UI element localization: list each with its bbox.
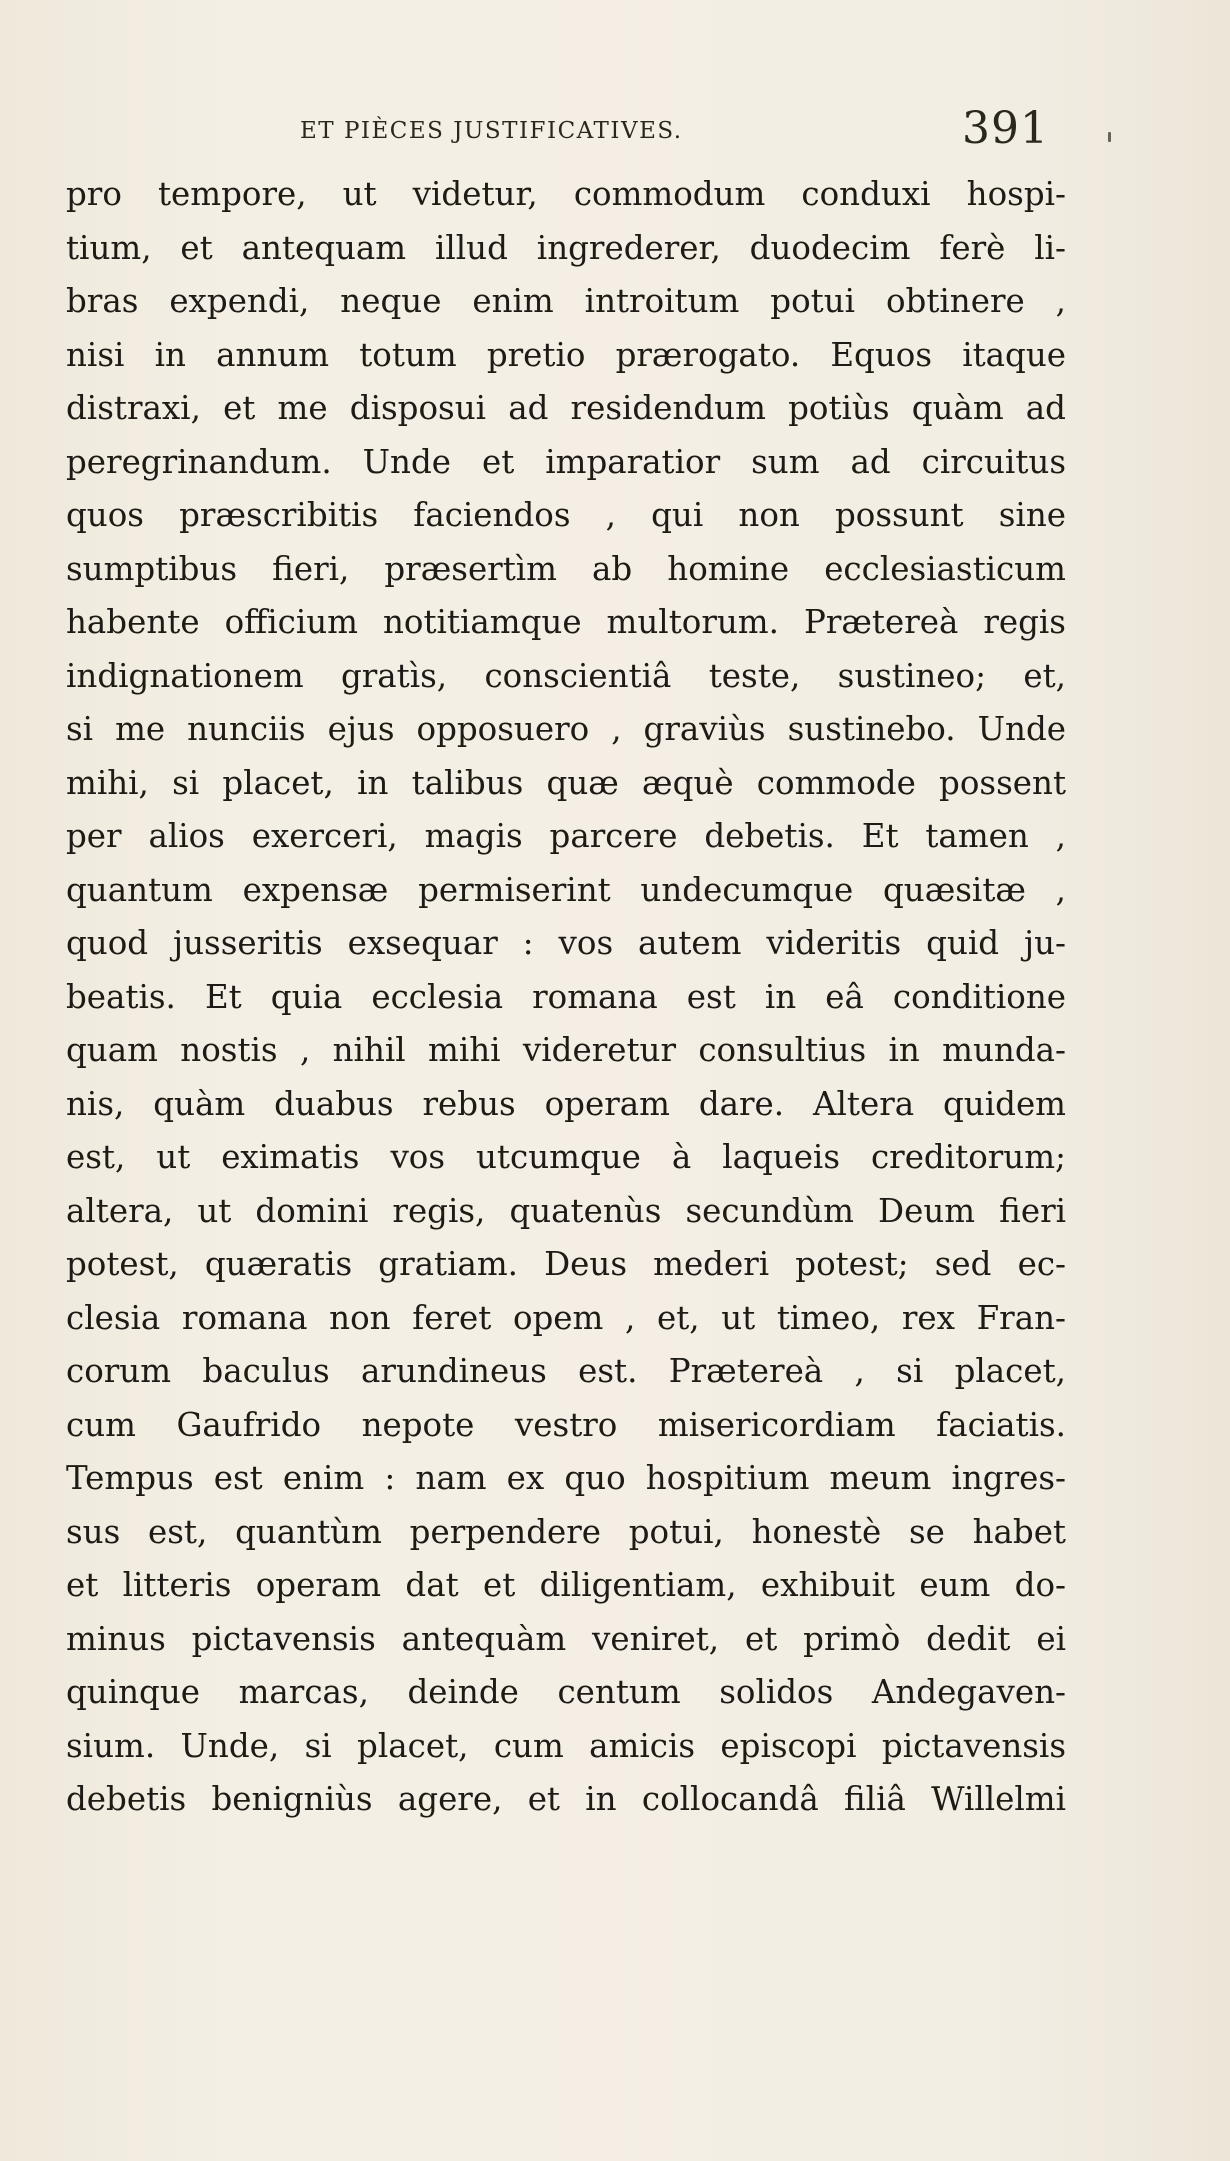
text-line: tium, et antequam illud ingrederer, duodecim ferè li- bbox=[66, 228, 1066, 267]
text-line: debetis benigniùs agere, et in collocandâ filiâ Willelmi bbox=[66, 1780, 1066, 1818]
text-line: pro tempore, ut videtur, commodum conduxi hospi- bbox=[66, 175, 1066, 213]
text-line: per alios exerceri, magis parcere debetis. Et tamen , bbox=[66, 817, 1066, 855]
text-line: quod jusseritis exsequar : vos autem videritis quid ju- bbox=[66, 924, 1066, 962]
text-line: sumptibus fieri, præsertìm ab homine ecclesiasticum bbox=[66, 549, 1066, 588]
text-line: si me nunciis ejus opposuero , graviùs sustinebo. Unde bbox=[66, 710, 1066, 748]
text-line: beatis. Et quia ecclesia romana est in eâ conditione bbox=[66, 977, 1066, 1016]
text-line: distraxi, et me disposui ad residendum potiùs quàm ad bbox=[66, 389, 1066, 427]
text-line: cum Gaufrido nepote vestro misericordiam faciatis. bbox=[66, 1405, 1066, 1444]
text-line: quantum expensæ permiserint undecumque quæsitæ , bbox=[66, 870, 1066, 909]
text-line: Tempus est enim : nam ex quo hospitium meum ingres- bbox=[66, 1459, 1066, 1497]
text-line: est, ut eximatis vos utcumque à laqueis creditorum; bbox=[66, 1138, 1066, 1176]
text-line: quinque marcas, deinde centum solidos Andegaven- bbox=[66, 1673, 1066, 1711]
text-line: quam nostis , nihil mihi videretur consultius in munda- bbox=[66, 1031, 1066, 1069]
text-line: sus est, quantùm perpendere potui, honestè se habet bbox=[66, 1512, 1066, 1551]
text-line: potest, quæratis gratiam. Deus mederi potest; sed ec- bbox=[66, 1245, 1066, 1283]
running-title: ET PIÈCES JUSTIFICATIVES. bbox=[300, 118, 683, 144]
body-text bbox=[66, 168, 1066, 1827]
text-line: nisi in annum totum pretio prærogato. Equos itaque bbox=[66, 335, 1066, 374]
text-line: peregrinandum. Unde et imparatior sum ad circuitus bbox=[66, 442, 1066, 481]
text-line: nis, quàm duabus rebus operam dare. Altera quidem bbox=[66, 1084, 1066, 1123]
text-line: altera, ut domini regis, quatenùs secundùm Deum fieri bbox=[66, 1191, 1066, 1230]
text-line: corum baculus arundineus est. Prætereà , si placet, bbox=[66, 1352, 1066, 1390]
text-line: et litteris operam dat et diligentiam, exhibuit eum do- bbox=[66, 1566, 1066, 1604]
text-line: bras expendi, neque enim introitum potui obtinere , bbox=[66, 282, 1066, 320]
text-line: clesia romana non feret opem , et, ut timeo, rex Fran- bbox=[66, 1298, 1066, 1337]
margin-mark bbox=[1108, 132, 1111, 142]
text-line: sium. Unde, si placet, cum amicis episcopi pictavensis bbox=[66, 1726, 1066, 1765]
text-line: mihi, si placet, in talibus quæ æquè commode possent bbox=[66, 763, 1066, 802]
text-line: quos præscribitis faciendos , qui non possunt sine bbox=[66, 496, 1066, 534]
text-line: habente officium notitiamque multorum. Prætereà regis bbox=[66, 603, 1066, 641]
text-line: indignationem gratìs, conscientiâ teste, sustineo; et, bbox=[66, 656, 1066, 695]
text-line: minus pictavensis antequàm veniret, et primò dedit ei bbox=[66, 1619, 1066, 1658]
page-number: 391 bbox=[962, 103, 1049, 154]
